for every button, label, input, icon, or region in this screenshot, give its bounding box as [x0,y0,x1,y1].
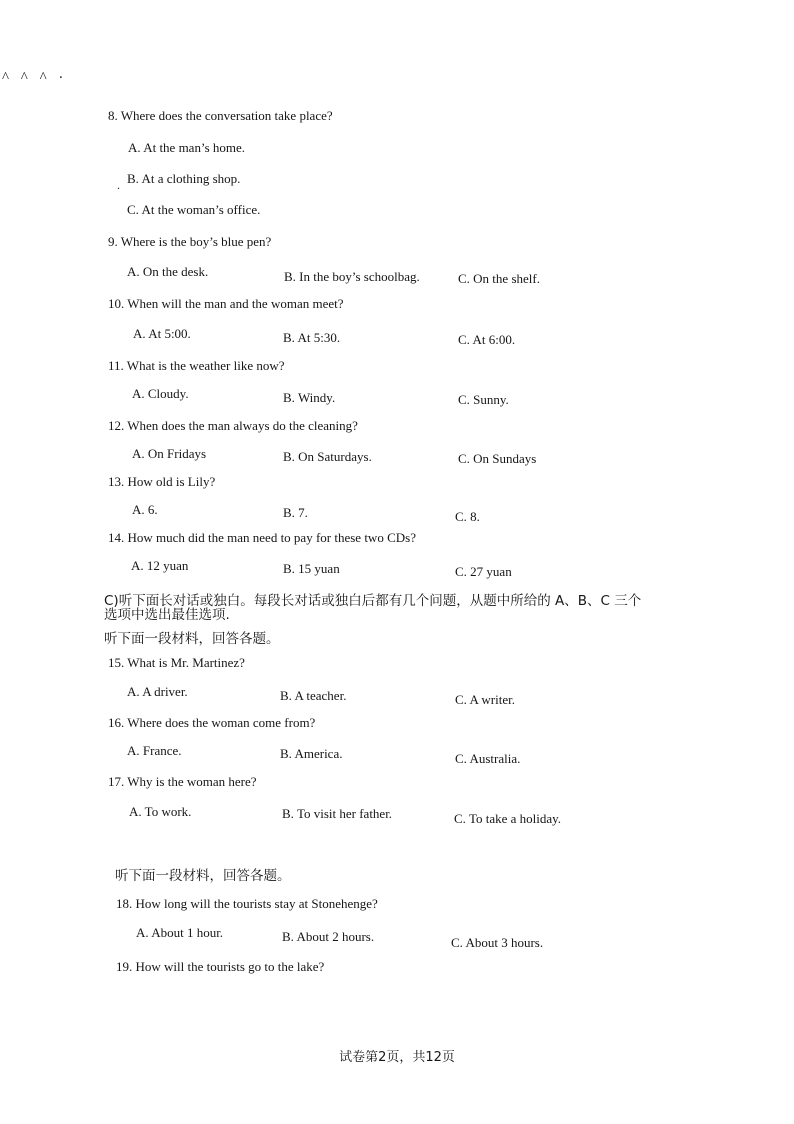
option-13b [283,505,308,521]
option-text: On the shelf. [473,271,540,286]
option-text: 8. [470,509,480,524]
option-text: On Fridays [147,446,207,461]
corner-marks: ^ ^ ^ · [2,70,68,86]
option-8b [127,171,240,187]
option-15c [455,692,515,708]
option-letter: B. [283,330,295,345]
option-letter: B. [127,171,139,186]
option-text: At the woman’s office. [141,202,261,217]
question-text: How old is Lily? [127,474,216,489]
option-9b [284,269,420,285]
option-text: 15 yuan [298,561,340,576]
question-16 [108,715,315,731]
option-text: About 2 hours. [296,929,375,944]
option-14a [131,558,188,574]
option-11b [283,390,335,406]
option-letter: B. [283,390,295,405]
option-text: 12 yuan [146,558,189,573]
option-18b [282,929,374,945]
option-10b [283,330,340,346]
question-12 [108,418,358,434]
option-letter: A. [132,386,145,401]
option-11a [132,386,189,402]
option-text: Cloudy. [147,386,189,401]
option-text: France. [142,743,182,758]
question-14 [108,530,416,546]
option-text: About 3 hours. [465,935,544,950]
option-letter: A. [133,326,146,341]
question-text: When will the man and the woman meet? [127,296,344,311]
option-16c [455,751,520,767]
option-letter: A. [132,446,145,461]
option-letter: B. [282,806,294,821]
option-text: Australia. [469,751,521,766]
option-11c [458,392,509,408]
option-17a [129,804,191,820]
option-text: 6. [147,502,158,517]
option-text: On the desk. [142,264,209,279]
question-15 [108,655,245,671]
question-number: 19. [116,959,133,974]
option-text: About 1 hour. [151,925,224,940]
option-text: A writer. [469,692,515,707]
option-text: To work. [144,804,192,819]
option-letter: B. [283,561,295,576]
option-text: At 5:00. [148,326,191,341]
option-text: A driver. [142,684,188,699]
option-14b [283,561,340,577]
option-15a [127,684,188,700]
option-text: At 6:00. [472,332,516,347]
option-letter: A. [127,684,140,699]
question-number: 18. [116,896,133,911]
question-text: How long will the tourists stay at Stonehenge? [135,896,378,911]
option-letter: B. [282,929,294,944]
option-letter: C. [458,451,470,466]
option-text: Sunny. [473,392,509,407]
option-13a [132,502,158,518]
option-letter: C. [455,509,467,524]
option-14c [455,564,512,580]
option-letter: C. [455,751,467,766]
question-number: 14. [108,530,125,545]
option-letter: A. [127,743,140,758]
question-8 [108,108,333,124]
question-number: 13. [108,474,125,489]
question-number: 10. [108,296,125,311]
section-c-instruction-line2: 选项中选出最佳选项. [104,607,230,623]
question-18 [116,896,378,912]
question-text: Where does the woman come from? [127,715,316,730]
option-12c [458,451,536,467]
option-text: In the boy’s schoolbag. [299,269,420,284]
option-18c [451,935,543,951]
question-number: 8. [108,108,118,123]
option-letter: C. [455,564,467,579]
option-16a [127,743,182,759]
option-letter: C. [458,332,470,347]
question-number: 9. [108,234,118,249]
option-letter: B. [280,688,292,703]
stray-dot: . [117,178,120,192]
option-10a [133,326,191,342]
question-number: 16. [108,715,125,730]
question-text: Where does the conversation take place? [120,108,333,123]
option-16b [280,746,342,762]
option-letter: B. [280,746,292,761]
option-letter: A. [132,502,145,517]
question-text: What is the weather like now? [126,358,285,373]
question-text: What is Mr. Martinez? [127,655,245,670]
option-10c [458,332,515,348]
option-8c [127,202,260,218]
option-letter: C. [458,271,470,286]
option-letter: A. [129,804,142,819]
section-c-instruction-line1: C)听下面长对话或独白。每段长对话或独白后都有几个问题，从题中所给的 A、B、C 三个 [104,593,642,609]
option-letter: B. [283,505,295,520]
question-text: Why is the woman here? [127,774,257,789]
question-19 [116,959,324,975]
option-text: On Sundays [473,451,537,466]
option-letter: C. [451,935,463,950]
option-letter: C. [458,392,470,407]
question-11 [108,358,285,374]
question-text: When does the man always do the cleaning? [127,418,358,433]
option-letter: A. [136,925,149,940]
option-text: On Saturdays. [298,449,372,464]
option-text: At a clothing shop. [141,171,241,186]
option-letter: C. [127,202,139,217]
option-9a [127,264,208,280]
option-8a [128,140,245,156]
question-9 [108,234,271,250]
option-text: 27 yuan [470,564,512,579]
option-text: To visit her father. [296,806,393,821]
option-letter: A. [128,140,141,155]
option-12a [132,446,206,462]
question-text: Where is the boy’s blue pen? [120,234,272,249]
option-letter: B. [284,269,296,284]
question-text: How will the tourists go to the lake? [135,959,325,974]
option-17b [282,806,392,822]
question-13 [108,474,215,490]
option-9c [458,271,540,287]
question-17 [108,774,257,790]
option-text: America. [294,746,343,761]
question-text: How much did the man need to pay for these two CDs? [127,530,416,545]
option-13c [455,509,480,525]
option-text: 7. [298,505,308,520]
listen-intro-2: 听下面一段材料，回答各题。 [115,868,291,884]
option-text: Windy. [297,390,336,405]
question-number: 11. [108,358,124,373]
option-text: A teacher. [294,688,347,703]
question-number: 12. [108,418,125,433]
option-letter: C. [455,692,467,707]
option-text: At 5:30. [297,330,341,345]
option-15b [280,688,346,704]
option-letter: B. [283,449,295,464]
option-17c [454,811,561,827]
option-18a [136,925,223,941]
question-number: 15. [108,655,125,670]
question-10 [108,296,344,312]
question-number: 17. [108,774,125,789]
option-text: At the man’s home. [143,140,246,155]
listen-intro: 听下面一段材料，回答各题。 [104,631,280,647]
option-letter: C. [454,811,466,826]
option-letter: A. [127,264,140,279]
option-text: To take a holiday. [468,811,562,826]
option-letter: A. [131,558,144,573]
page-footer: 试卷第2页，共12页 [339,1050,455,1065]
option-12b [283,449,372,465]
